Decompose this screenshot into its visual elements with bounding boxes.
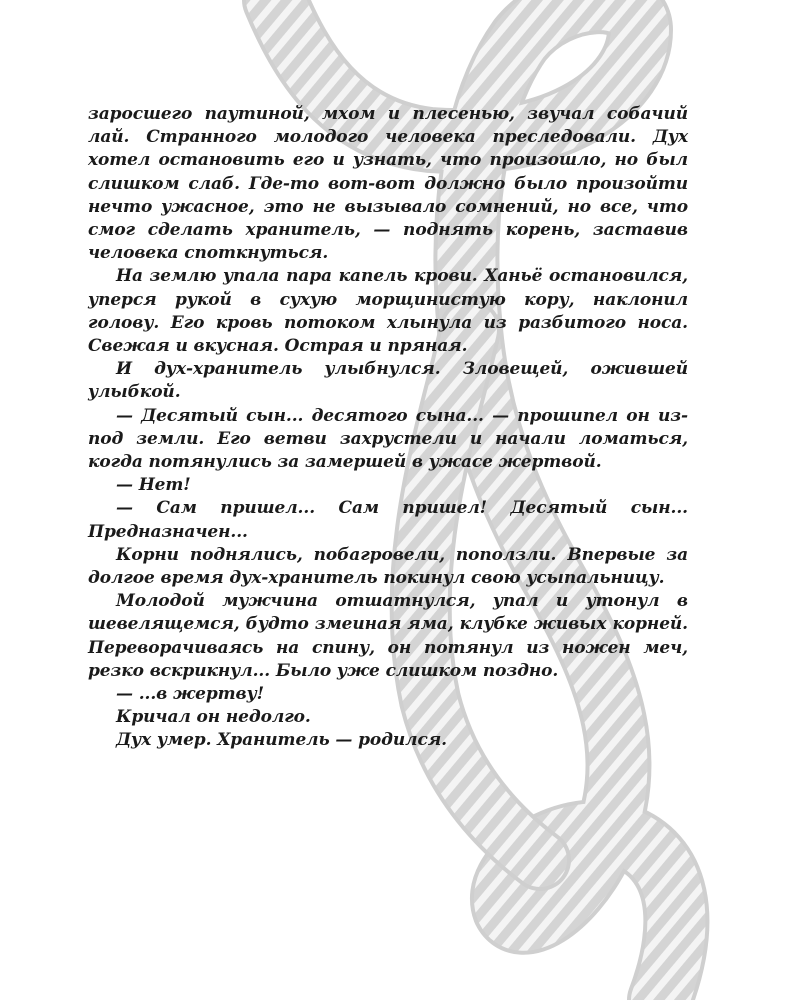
paragraph: — Нет! [116,475,191,496]
paragraph: — Десятый сын... десятого сына... — прошипел он из-под земли. Его ветви захрустели и начали ломаться, когда потянулись за замершей в ужасе жертвой. [88,405,688,473]
paragraph: Молодой мужчина отшатнулся, упал и утонул в шевелящемся, будто змеиная яма, клубке живых корней. Переворачиваясь на спину, он потянул из ножен меч, резко вскрикнул... Было уже слишком поздно. [88,591,688,681]
paragraph: Кричал он недолго. [116,707,311,728]
paragraph: — ...в жертву! [116,684,265,705]
paragraph: Дух умер. Хранитель — родился. [116,730,447,751]
paragraph: заросшего паутиной, мхом и плесенью, звучал собачий лай. Странного молодого человека преследовали. Дух хотел остановить его и узнать, что произошло, но был слишком слаб. Где-то вот-вот должно было произойти нечто ужасное, это не вызывало сомнений, но все, что смог сделать хранитель, — поднять корень, заставив человека споткнуться. [88,104,688,264]
paragraph: И дух-хранитель улыбнулся. Зловещей, ожившей улыбкой. [88,359,688,403]
paragraph: Корни поднялись, побагровели, поползли. Впервые за долгое время дух-хранитель покинул свою усыпальницу. [88,544,688,589]
paragraph: — Сам пришел... Сам пришел! Десятый сын... Предназначен... [88,498,688,542]
paragraph: На землю упала пара капель крови. Ханьё остановился, уперся рукой в сухую морщинистую кору, наклонил голову. Его кровь потоком хлынула из разбитого носа. Свежая и вкусная. Острая и пряная. [88,266,688,357]
body-text [88,103,688,753]
